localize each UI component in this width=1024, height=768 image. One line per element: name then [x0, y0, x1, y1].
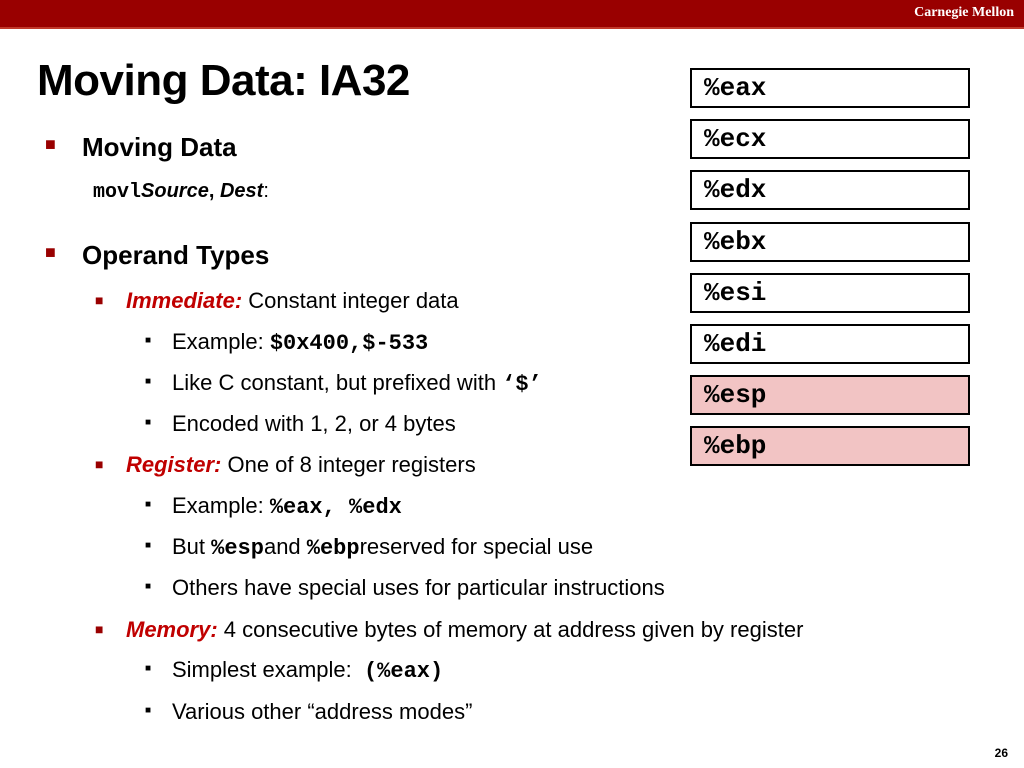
reserved-text: reserved for special use	[359, 534, 594, 559]
others-text: Others have special uses for particular instructions	[172, 575, 665, 600]
dollar-code: ‘$’	[502, 372, 542, 397]
small-bullet-icon: ■	[145, 335, 152, 346]
operand-types-heading: Operand Types	[82, 240, 270, 270]
memory-desc: 4 consecutive bytes of memory at address given by register	[217, 617, 804, 642]
square-bullet-icon: ■	[45, 134, 56, 154]
example-prefix: Example:	[172, 493, 270, 518]
slide-title: Moving Data: IA32	[37, 56, 410, 105]
square-bullet-icon: ■	[95, 456, 104, 472]
register-label: Register:	[126, 452, 222, 477]
immediate-example-code: $0x400,	[269, 331, 363, 356]
register-box-ecx: %ecx	[690, 119, 970, 159]
syntax-colon: :	[263, 180, 269, 202]
memory-label: Memory:	[126, 617, 218, 642]
immediate-desc: Constant integer data	[242, 288, 459, 313]
movl-code: movl	[93, 181, 142, 204]
square-bullet-icon: ■	[45, 242, 56, 262]
register-box-edi: %edi	[690, 324, 970, 364]
register-example-code: %eax, %edx	[269, 495, 402, 520]
movl-syntax	[93, 180, 269, 204]
brand-label: Carnegie Mellon	[914, 5, 1014, 20]
ebp-code: %ebp	[306, 536, 360, 561]
simplest-text: Simplest example:	[172, 657, 364, 682]
page-number: 26	[994, 746, 1008, 760]
register-box-eax: %eax	[690, 68, 970, 108]
immediate-example-code-2: $-533	[362, 331, 429, 356]
immediate-label: Immediate:	[126, 288, 243, 313]
small-bullet-icon: ■	[145, 705, 152, 716]
esp-code: %esp	[211, 536, 264, 561]
like-c-text: Like C constant, but prefixed with	[172, 370, 503, 395]
but-text: But	[172, 534, 212, 559]
square-bullet-icon: ■	[95, 621, 104, 637]
small-bullet-icon: ■	[145, 417, 152, 428]
simplest-code: (%eax)	[363, 659, 444, 684]
register-box-edx: %edx	[690, 170, 970, 210]
moving-data-heading: Moving Data	[82, 132, 237, 162]
example-prefix: Example:	[172, 329, 270, 354]
register-box-esp: %esp	[690, 375, 970, 415]
various-text: Various other “address modes”	[172, 699, 473, 724]
small-bullet-icon: ■	[145, 663, 152, 674]
register-box-esi: %esi	[690, 273, 970, 313]
and-text: and	[263, 534, 307, 559]
header-bar	[0, 0, 1024, 29]
square-bullet-icon: ■	[95, 292, 104, 308]
source-label: Source	[141, 180, 209, 202]
small-bullet-icon: ■	[145, 581, 152, 592]
small-bullet-icon: ■	[145, 540, 152, 551]
small-bullet-icon: ■	[145, 499, 152, 510]
small-bullet-icon: ■	[145, 376, 152, 387]
encoded-text: Encoded with 1, 2, or 4 bytes	[172, 411, 456, 436]
register-box-ebp: %ebp	[690, 426, 970, 466]
syntax-sep: ,	[208, 180, 215, 202]
dest-label: Dest	[219, 180, 264, 202]
register-desc: One of 8 integer registers	[221, 452, 476, 477]
register-box-ebx: %ebx	[690, 222, 970, 262]
